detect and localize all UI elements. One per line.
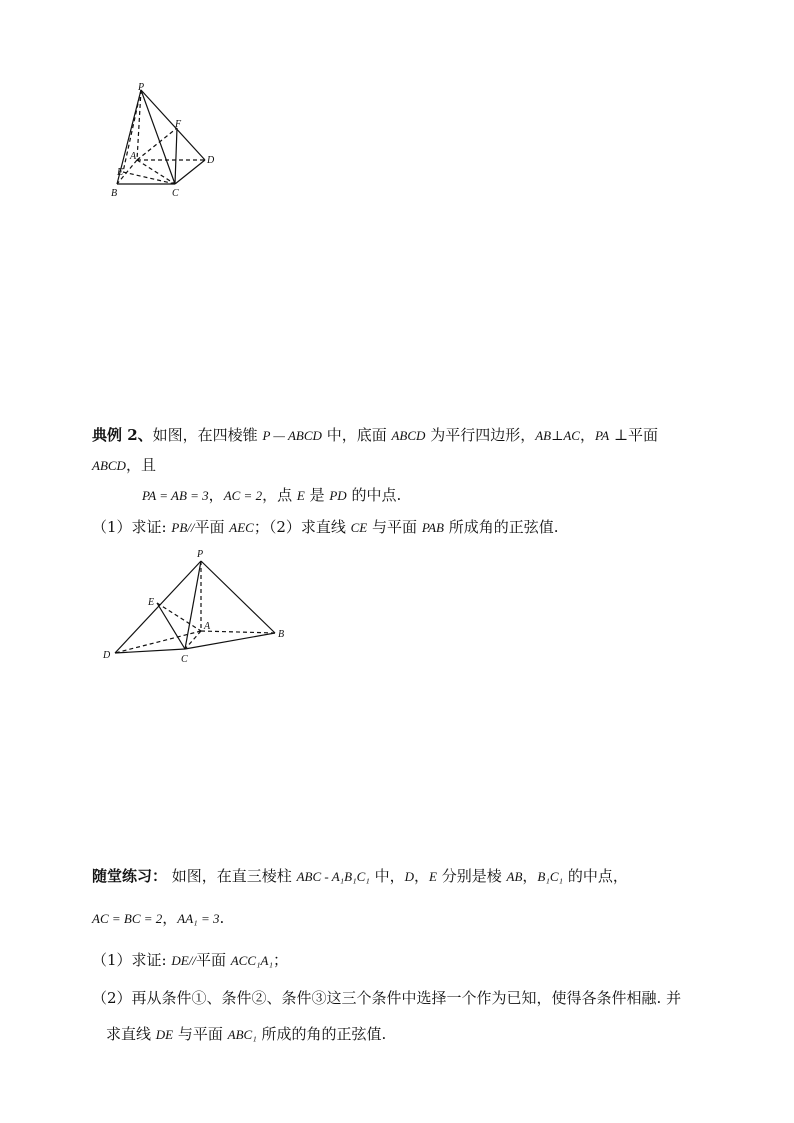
- example2-heading: 典例 2、: [92, 426, 153, 444]
- edge-FC: [175, 128, 177, 184]
- edge-PC: [141, 90, 175, 184]
- label-A: A: [204, 621, 211, 632]
- example2-line3: PA = AB = 3，AC = 2，点 E 是 PD 的中点.: [142, 486, 402, 504]
- label-C: C: [181, 654, 188, 665]
- practice-line1: 随堂练习： 如图，在直三棱柱 ABC - A₁B₁C₁ 中，D，E 分别是棱 AB，B₁C₁ 的中点，: [92, 867, 628, 885]
- edge-EA: [157, 603, 201, 631]
- label-P: P: [197, 549, 204, 560]
- edge-AB: [201, 631, 275, 633]
- label-E: E: [148, 597, 155, 608]
- label-A: A: [130, 151, 137, 162]
- label-F: F: [175, 119, 182, 130]
- figure-2-pyramid: [95, 545, 305, 670]
- example2-line1: 典例 2、如图，在四棱锥 P — ABCD 中，底面 ABCD 为平行四边形，AB⊥AC，PA ⊥平面: [92, 426, 659, 444]
- label-P: P: [138, 82, 145, 93]
- label-D: D: [103, 650, 111, 661]
- label-E: E: [117, 167, 124, 178]
- edge-CD: [175, 160, 205, 184]
- example2-line2: ABCD，且: [92, 456, 156, 474]
- practice-line2: AC = BC = 2，AA₁ = 3.: [92, 909, 225, 927]
- practice-q2: （2）再从条件①、条件②、条件③这三个条件中选择一个作为已知，使得各条件相融. 并: [92, 989, 682, 1007]
- label-B: B: [278, 629, 285, 640]
- edge-PC: [185, 561, 201, 649]
- practice-heading: 随堂练习：: [92, 867, 168, 885]
- figure-1-pyramid: [105, 82, 225, 202]
- edge-CB: [185, 633, 275, 649]
- edge-DC: [115, 649, 185, 653]
- edge-AC: [137, 160, 175, 184]
- practice-q1: （1）求证: DE//平面 ACC₁A₁；: [92, 951, 288, 969]
- label-D: D: [207, 155, 215, 166]
- edge-PB: [201, 561, 275, 633]
- practice-q2-line2: 求直线 DE 与平面 ABC₁ 所成的角的正弦值.: [106, 1025, 387, 1043]
- example2-questions: （1）求证: PB//平面 AEC；（2）求直线 CE 与平面 PAB 所成角的正弦值.: [92, 518, 559, 536]
- edge-PD: [115, 561, 201, 653]
- edge-EC: [157, 603, 185, 649]
- edge-EC: [123, 172, 175, 184]
- label-B: B: [111, 188, 118, 199]
- label-C: C: [172, 188, 179, 199]
